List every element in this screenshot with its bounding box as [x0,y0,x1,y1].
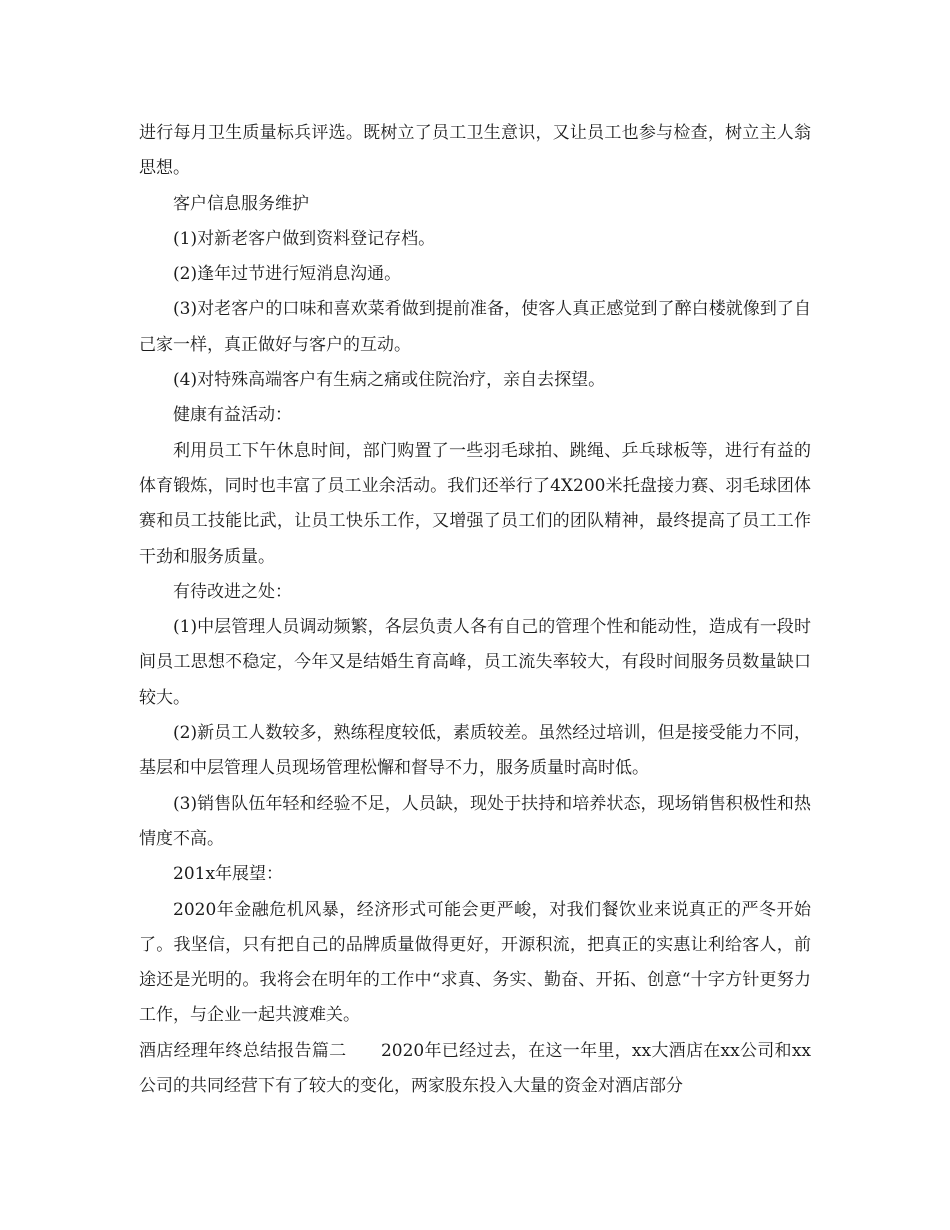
paragraph-outlook: 2020年金融危机风暴，经济形式可能会更严峻，对我们餐饮业来说真正的严冬开始了。我坚信，只有把自己的品牌质量做得更好，开源积流，把真正的实惠让利给客人，前途还是光明的。我将会在明年的工作中“求真、务实、勤奋、开拓、创意“十字方针更努力工作，与企业一起共渡难关。 [139,899,811,1026]
paragraph-report-two: 酒店经理年终总结报告篇二 2020年已经过去，在这一年里，xx大酒店在xx公司和xx公司的共同经营下有了较大的变化，两家股东投入大量的资金对酒店部分 [139,1040,811,1097]
list-item-improve-2: (2)新员工人数较多，熟练程度较低，素质较差。虽然经过培训，但是接受能力不同，基层和中层管理人员现场管理松懈和督导不力，服务质量时高时低。 [139,723,811,779]
list-item-improve-1: (1)中层管理人员调动频繁，各层负责人各有自己的管理个性和能动性，造成有一段时间员工思想不稳定，今年又是结婚生育高峰，员工流失率较大，有段时间服务员数量缺口较大。 [139,617,811,708]
paragraph-health-activities: 利用员工下午休息时间，部门购置了一些羽毛球拍、跳绳、乒乓球板等，进行有益的体育锻炼，同时也丰富了员工业余活动。我们还举行了4X200米托盘接力赛、羽毛球团体赛和员工技能比武，让员工快乐工作，又增强了员工们的团队精神，最终提高了员工工作干劲和服务质量。 [139,440,811,567]
list-item-customer-4: (4)对特殊高端客户有生病之痛或住院治疗，亲自去探望。 [173,370,606,391]
heading-customer-service: 客户信息服务维护 [173,193,309,214]
list-item-customer-3: (3)对老客户的口味和喜欢菜肴做到提前准备，使客人真正感觉到了醉白楼就像到了自己家一样，真正做好与客户的互动。 [139,299,811,355]
heading-outlook: 201x年展望： [173,864,284,885]
list-item-improve-3: (3)销售队伍年轻和经验不足，人员缺，现处于扶持和培养状态，现场销售积极性和热情度不高。 [139,793,811,849]
document-body [139,116,811,1104]
list-item-customer-1: (1)对新老客户做到资料登记存档。 [173,228,436,249]
heading-health-activities: 健康有益活动： [173,405,292,426]
heading-improvements: 有待改进之处： [173,581,292,602]
paragraph-sanitation-continued: 进行每月卫生质量标兵评选。既树立了员工卫生意识，又让员工也参与检查，树立主人翁思想。 [139,123,811,179]
list-item-customer-2: (2)逢年过节进行短消息沟通。 [173,264,402,285]
